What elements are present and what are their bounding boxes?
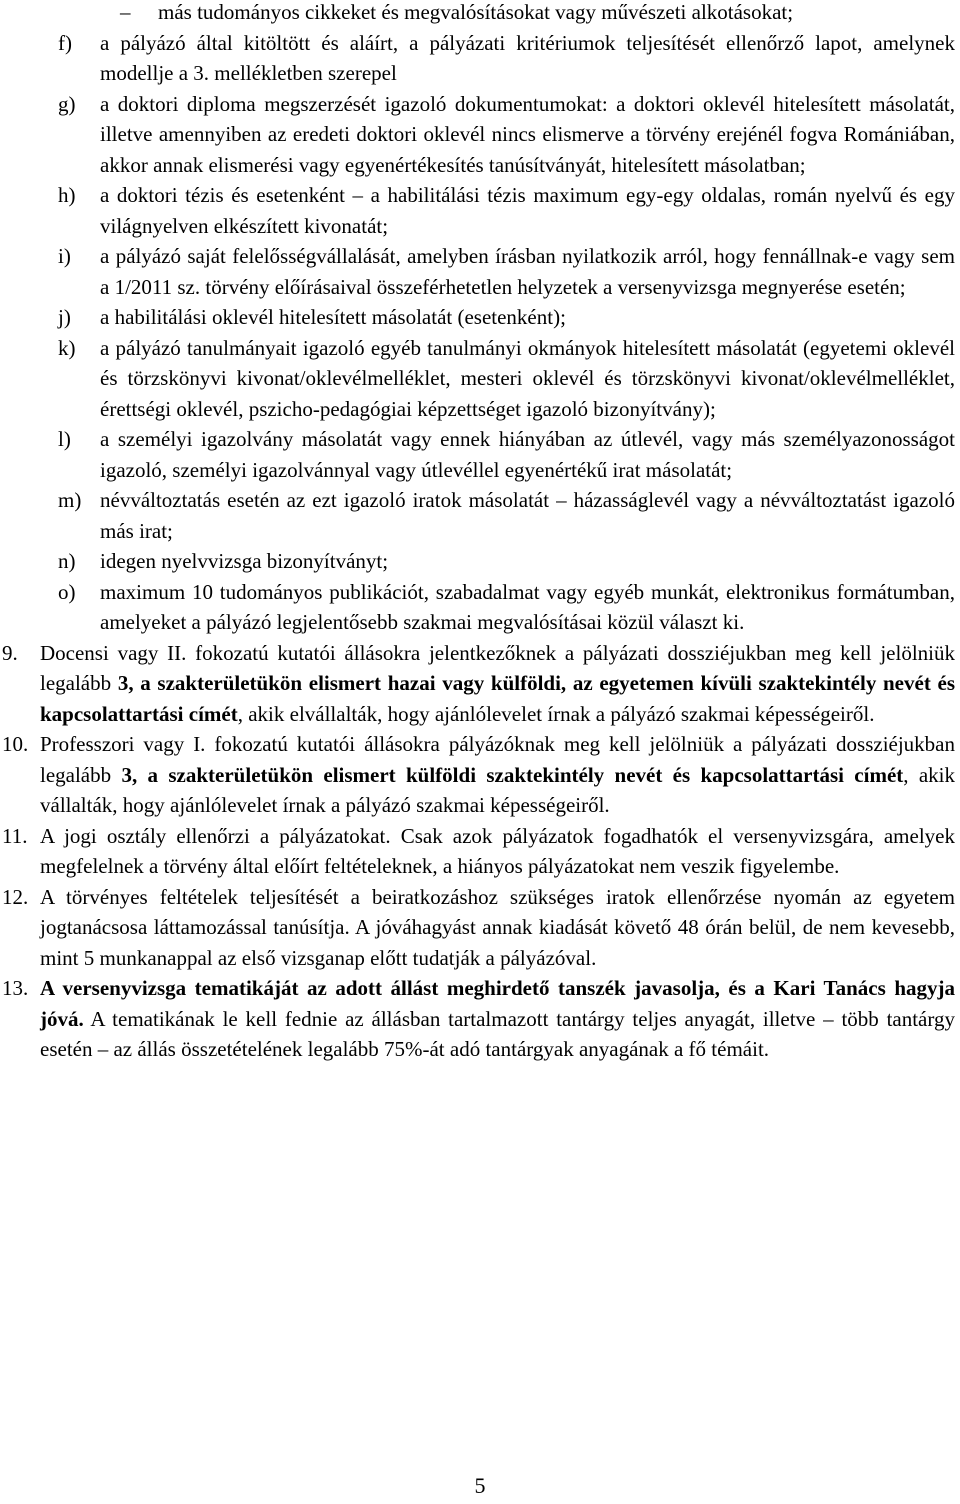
page-number: 5 — [474, 1473, 486, 1498]
list-item-text: maximum 10 tudományos publikációt, szabadalmat vagy egyéb munkát, elektronikus formátumban, amelyeket a pályázó legjelentősebb szakmai megvalósításai közül választ ki. — [100, 579, 955, 634]
paragraph-text: Docensi vagy II. fokozatú kutatói állásokra jelentkezőknek a pályázati dossziéjukban meg kell jelölniük legalább — [40, 640, 955, 695]
list-item-text: a pályázó tanulmányait igazoló egyéb tanulmányi okmányok hitelesített másolatát (egyetemi oklevél és törzskönyvi kivonat/oklevélmelléklet, mesteri oklevél és törzskönyvi kivonat/oklevélmelléklet, érettségi oklevél, pszicho-pedagógiai képzettséget igazoló bizonyítvány); — [100, 335, 955, 421]
list-marker: k) — [58, 335, 76, 360]
list-item — [0, 577, 960, 638]
list-item-text: a doktori tézis és esetenként – a habilitálási tézis maximum egy-egy oldalas, román nyelvű és egy világnyelven elkészített kivonatát; — [100, 183, 955, 238]
list-item — [0, 424, 960, 485]
numbered-paragraph-10 — [0, 729, 960, 821]
list-marker: l) — [58, 427, 71, 451]
list-item — [0, 89, 960, 181]
list-item-text: a személyi igazolvány másolatát vagy ennek hiányában az útlevél, vagy más személyazonosságot igazoló, személyi igazolvánnyal vagy útlevéllel egyenértékű irat másolatát; — [100, 427, 955, 482]
paragraph-number: 10. — [2, 732, 29, 756]
list-marker: i) — [58, 244, 71, 268]
list-marker: o) — [58, 579, 76, 604]
paragraph-bold-text: 3, a szakterületükön elismert külföldi szaktekintély nevét és kapcsolattartási címét — [121, 762, 904, 787]
list-marker: g) — [58, 91, 76, 116]
list-marker: m) — [58, 488, 82, 512]
list-marker: j) — [58, 305, 71, 329]
list-item — [0, 241, 960, 302]
list-item-text: névváltoztatás esetén az ezt igazoló iratok másolatát – házasságlevél vagy a névváltoztatást igazoló más irat; — [100, 488, 955, 543]
list-item-text: más tudományos cikkeket és megvalósításokat vagy művészeti alkotásokat; — [158, 0, 794, 24]
paragraph-text: , akik elvállalták, hogy ajánlólevelet írnak a pályázó szakmai képességeiről. — [237, 701, 875, 726]
list-item-text: a doktori diploma megszerzését igazoló dokumentumokat: a doktori oklevél hitelesített másolatát, illetve amennyiben az eredeti doktori oklevél nincs elismerve a törvény erejénél fogva Romániában, akkor annak elismerési vagy egyenértékesítés tanúsítványát, hitelesített másolatban; — [100, 91, 955, 177]
list-item-text: a habilitálási oklevél hitelesített másolatát (esetenként); — [100, 305, 566, 329]
list-item — [0, 180, 960, 241]
paragraph-bold-text: A versenyvizsga tematikáját az adott állást meghirdető tanszék javasolja, és a Kari Tanács hagyja jóvá. — [40, 976, 955, 1031]
list-marker: h) — [58, 183, 76, 207]
list-marker: f) — [58, 30, 72, 55]
list-marker: – — [120, 0, 131, 24]
list-item — [0, 333, 960, 425]
list-item — [0, 302, 960, 333]
list-marker: n) — [58, 549, 76, 573]
list-item — [0, 485, 960, 546]
list-item — [0, 546, 960, 577]
paragraph-text: Professzori vagy I. fokozatú kutatói állásokra pályázóknak meg kell jelölniük a pályázati dossziéjukban legalább — [40, 732, 955, 787]
list-item-text: a pályázó által kitöltött és aláírt, a pályázati kritériumok teljesítését ellenőrző lapot, amelynek modellje a 3. mellékletben szerepel — [100, 30, 955, 85]
paragraph-number: 12. — [2, 884, 29, 909]
paragraph-bold-text: 3, a szakterületükön elismert hazai vagy külföldi, az egyetemen kívüli szaktekintély nevét és kapcsolattartási címét — [40, 671, 955, 726]
paragraph-text: A törvényes feltételek teljesítését a beiratkozáshoz szükséges iratok ellenőrzése nyomán az egyetem jogtanácsosa láttamozással tanúsítja. A jóváhagyást annak kiadását követő 48 órán belül, de nem kevesebb, mint 5 munkanappal az első vizsganap előtt tudatják a pályázóval. — [40, 884, 955, 970]
paragraph-number: 11. — [2, 823, 28, 848]
numbered-paragraph-13 — [0, 973, 960, 1065]
numbered-paragraph-9 — [0, 638, 960, 730]
paragraph-number: 9. — [2, 640, 18, 665]
paragraph-text: A jogi osztály ellenőrzi a pályázatokat. Csak azok pályázatok fogadhatók el versenyvizsgára, amelyek megfelelnek a törvény által előírt feltételeknek, a hiányos pályázatokat nem veszik figyelembe. — [40, 823, 955, 878]
paragraph-number: 13. — [2, 976, 29, 1000]
list-item — [0, 0, 960, 28]
numbered-paragraph-11 — [0, 821, 960, 882]
paragraph-text: , akik vállalták, hogy ajánlólevelet írnak a pályázó szakmai képességeiről. — [40, 762, 955, 817]
list-item — [0, 28, 960, 89]
numbered-paragraph-12 — [0, 882, 960, 974]
paragraph-text: A tematikának le kell fednie az állásban tartalmazott tantárgy teljes anyagát, illetve – több tantárgy esetén – az állás összetételének legalább 75%-át adó tantárgyak anyagának a fő témáit. — [40, 1006, 955, 1061]
list-item-text: idegen nyelvvizsga bizonyítványt; — [100, 549, 389, 573]
list-item-text: a pályázó saját felelősségvállalását, amelyben írásban nyilatkozik arról, hogy fennállnak-e vagy sem a 1/2011 sz. törvény előírásaival összeférhetetlen helyzetek a versenyvizsga megnyerése esetén; — [100, 244, 955, 299]
